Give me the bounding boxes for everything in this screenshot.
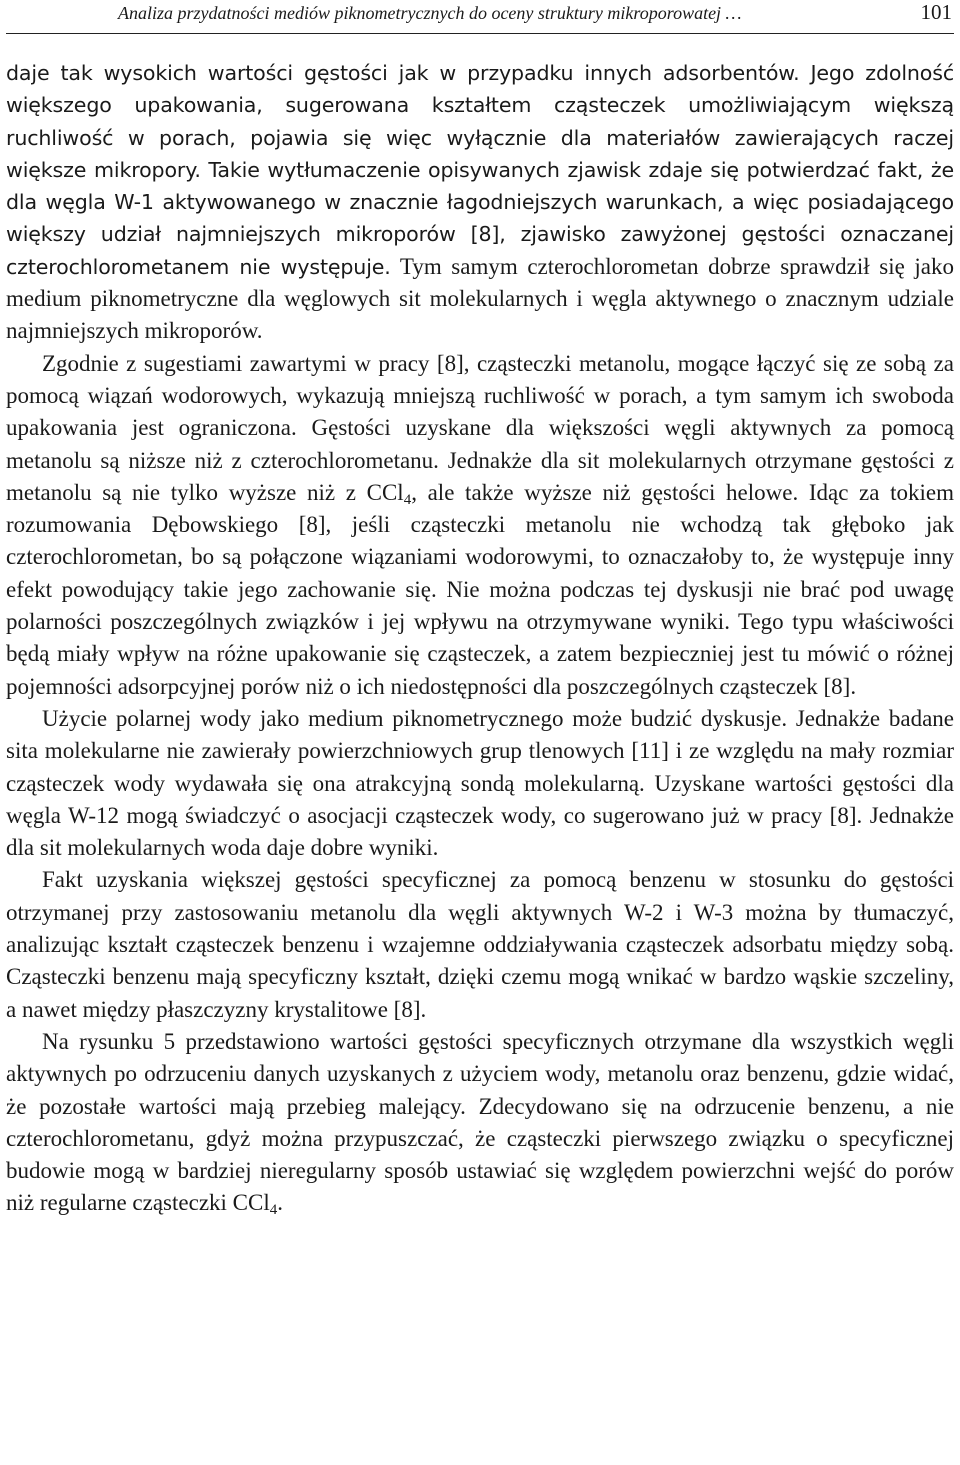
paragraph-2 xyxy=(6,348,954,703)
paragraph-5-text-b: . xyxy=(277,1190,283,1216)
paragraph-4-text-a: Fakt uzyskania większej gęstości specyficznej za pomocą benzenu w stosunku do gęstości otrzymanej przy zastosowaniu metanolu dla węgli aktywnych W-2 i W-3 można by tłumaczyć, analizując kształt cząsteczek benzenu i wzajemne oddziaływania cząsteczek adsorbatu między sobą. Cząsteczki benzenu mają specyficzny kształt, dzięki czemu mogą wnikać w bardzo wąskie szczeliny, a nawet między płaszczyzny krystalitowe [8]. xyxy=(6,867,954,1022)
header-divider xyxy=(6,33,954,34)
running-header-title: Analiza przydatności mediów piknometrycznych do oceny struktury mikroporowatej … xyxy=(118,3,742,23)
paragraph-2-text-a: Zgodnie z sugestiami zawartymi w pracy [8], cząsteczki metanolu, mogące łączyć się ze sobą za pomocą wiązań wodorowych, wykazują mniejszą ruchliwość w porach, a tym samym ich swoboda upakowania jest ograniczona. Gęstości uzyskane dla większości węgli aktywnych za pomocą metanolu są niższe niż z czterochlorometanu. Jednakże dla sit molekularnych otrzymane gęstości z metanolu są nie tylko wyższe niż z CCl xyxy=(6,350,954,505)
paragraph-4 xyxy=(6,864,954,1025)
paragraph-5 xyxy=(6,1026,954,1220)
paragraph-3 xyxy=(6,703,954,864)
page-number: 101 xyxy=(920,0,952,24)
paragraph-1-text-b: Tym samym czterochlorometan dobrze sprawdził się jako medium piknometryczne dla węglowych sit molekularnych i węgla aktywnego o znacznym udziale najmniejszych mikroporów. xyxy=(6,253,954,344)
paragraph-1 xyxy=(6,57,954,348)
running-header xyxy=(0,0,960,44)
paragraph-2-subscript: 4 xyxy=(403,491,412,508)
paragraph-2-text-b: , ale także wyższe niż gęstości helowe. Idąc za tokiem rozumowania Dębowskiego [8], jeśli cząsteczki metanolu nie wchodzą tak głęboko jak czterochlorometan, bo są połączone wiązaniami wodorowymi, to oznaczałoby to, że występuje inny efekt powodujący takie jego zachowanie się. Nie można podczas tej dyskusji nie brać pod uwagę polarności poszczególnych związków i jej wpływu na otrzymywane wyniki. Tego typu właściwości będą miały wpływ na różne upakowanie się cząsteczek, a zatem bezpieczniej jest tu mówić o różnej pojemności adsorpcyjnej porów niż o ich niedostępności dla poszczególnych cząsteczek [8]. xyxy=(6,479,954,699)
paragraph-5-text-a: Na rysunku 5 przedstawiono wartości gęstości specyficznych otrzymane dla wszystkich węgli aktywnych po odrzuceniu danych uzyskanych z użyciem wody, metanolu oraz benzenu, gdzie widać, że pozostałe wartości mają przebieg malejący. Zdecydowano się na odrzucenie benzenu, a nie czterochlorometanu, gdyż można przypuszczać, że cząsteczki pierwszego związku o specyficznej budowie mogą w bardziej nieregularny sposób ustawiać się względem powierzchni wejść do porów niż regularne cząsteczki CCl xyxy=(6,1028,954,1216)
paragraph-5-subscript: 4 xyxy=(269,1202,278,1219)
body-text xyxy=(6,57,954,1220)
paragraph-3-text-a: Użycie polarnej wody jako medium piknometrycznego może budzić dyskusje. Jednakże badane sita molekularne nie zawierały powierzchniowych grup tlenowych [11] i ze względu na mały rozmiar cząsteczek wody wydawała się ona atrakcyjną sondą molekularną. Uzyskane wartości gęstości dla węgla W-12 mogą świadczyć o asocjacji cząsteczek wody, co sugerowano już w pracy [8]. Jednakże dla sit molekularnych woda daje dobre wyniki. xyxy=(6,705,954,861)
paragraph-1-text-a: daje tak wysokich wartości gęstości jak w przypadku innych adsorbentów. Jego zdolność większego upakowania, sugerowana kształtem cząsteczek umożliwiającym większą ruchliwość w porach, pojawia się więc wyłącznie dla materiałów zawierających raczej większe mikropory. Takie wytłumaczenie opisywanych zjawisk zdaje się potwierdzać fakt, że dla węgla W-1 aktywowanego w znacznie łagodniejszych warunkach, a więc posiadającego większy udział najmniejszych mikroporów [8], zjawisko zawyżonej gęstości oznaczanej czterochlorometanem nie występuje. xyxy=(6,61,954,279)
